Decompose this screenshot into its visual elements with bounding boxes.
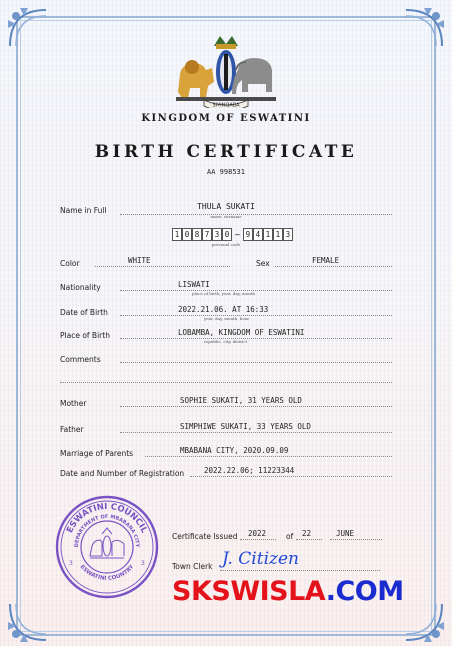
code-digit: 3 [283, 228, 293, 241]
code-digit: 4 [253, 228, 263, 241]
color-label: Color [60, 259, 80, 268]
code-digit: 1 [273, 228, 283, 241]
code-digit: 7 [202, 228, 212, 241]
sex-value: FEMALE [312, 256, 340, 265]
code-digit: 1 [263, 228, 273, 241]
coat-of-arms-icon [168, 34, 284, 108]
name-sublabel: name, surname [210, 214, 242, 219]
coat-motto: SIYINQABA [212, 102, 240, 108]
brand-part2: COM [335, 576, 404, 607]
code-dash: – [235, 230, 240, 239]
corner-ornament-icon [402, 600, 446, 644]
code-digit: 0 [222, 228, 232, 241]
name-label: Name in Full [60, 206, 107, 215]
father-value: SIMPHIWE SUKATI, 33 YEARS OLD [180, 422, 311, 431]
seal-ring-text: DEPARTMENT OF MBABANA CITY [73, 513, 141, 548]
divider [296, 539, 322, 540]
document-title: BIRTH CERTIFICATE [94, 142, 358, 162]
divider [190, 476, 392, 477]
kingdom-title: KINGDOM OF ESWATINI [141, 113, 311, 124]
issued-year: 2022 [248, 529, 267, 538]
issued-month: JUNE [336, 529, 355, 538]
divider [120, 432, 392, 433]
dob-sublabel: year, day, month, hour [204, 316, 250, 321]
clerk-signature: J. Citizen [222, 549, 299, 569]
registration-label: Date and Number of Registration [60, 469, 185, 478]
seal-top-text: ESWATINI COUNCIL [65, 501, 149, 535]
comments-label: Comments [60, 355, 101, 364]
marriage-label: Marriage of Parents [60, 449, 134, 458]
brand-dot: . [325, 576, 336, 607]
name-value: THULA SUKATI [197, 202, 255, 211]
watermark-brand [172, 576, 404, 607]
divider [145, 456, 392, 457]
divider [330, 539, 382, 540]
official-seal-icon [52, 492, 162, 602]
issued-label: Certificate Issued [172, 532, 238, 541]
nationality-sublabel: place of birth, year, day, month [192, 291, 255, 296]
seal-bottom-text: ESWATINI COUNTRY [78, 564, 136, 582]
code-digit: 1 [172, 228, 182, 241]
divider [120, 315, 392, 316]
divider [275, 266, 392, 267]
registration-value: 2022.22.06; 11223344 [204, 466, 295, 475]
divider [120, 338, 392, 339]
issued-day: 22 [302, 529, 312, 538]
personal-code [172, 228, 293, 241]
father-label: Father [60, 425, 84, 434]
code-digit: 3 [212, 228, 222, 241]
pob-sublabel: republic, city, district [204, 339, 248, 344]
dob-label: Date of Birth [60, 308, 108, 317]
dob-value: 2022.21.06. AT 16:33 [178, 305, 269, 314]
divider [60, 382, 392, 383]
divider [120, 362, 392, 363]
divider [240, 539, 276, 540]
serial-number: AA 998531 [207, 168, 245, 176]
color-value: WHITE [128, 256, 151, 265]
seal-star-right: 3 [141, 560, 145, 567]
divider [120, 290, 392, 291]
brand-part1: SKSWISLA [172, 576, 326, 607]
sex-label: Sex [256, 259, 270, 268]
nationality-label: Nationality [60, 283, 101, 292]
code-digit: 0 [182, 228, 192, 241]
mother-label: Mother [60, 399, 87, 408]
divider [220, 570, 380, 571]
seal-star-left: 3 [69, 560, 73, 567]
code-digit: 9 [243, 228, 253, 241]
pob-value: LOBAMBA, KINGDOM OF ESWATINI [178, 328, 305, 337]
code-digit: 8 [192, 228, 202, 241]
marriage-value: MBABANA CITY, 2020.09.09 [180, 446, 289, 455]
divider [95, 266, 230, 267]
corner-ornament-icon [6, 6, 50, 50]
nationality-value: LISWATI [178, 280, 210, 289]
clerk-label: Town Clerk [172, 562, 213, 571]
corner-ornament-icon [402, 6, 446, 50]
pob-label: Place of Birth [60, 331, 110, 340]
personal-code-sublabel: personal code [211, 242, 241, 247]
mother-value: SOPHIE SUKATI, 31 YEARS OLD [180, 396, 302, 405]
of-label: of [286, 532, 294, 541]
divider [120, 406, 392, 407]
corner-ornament-icon [6, 600, 50, 644]
